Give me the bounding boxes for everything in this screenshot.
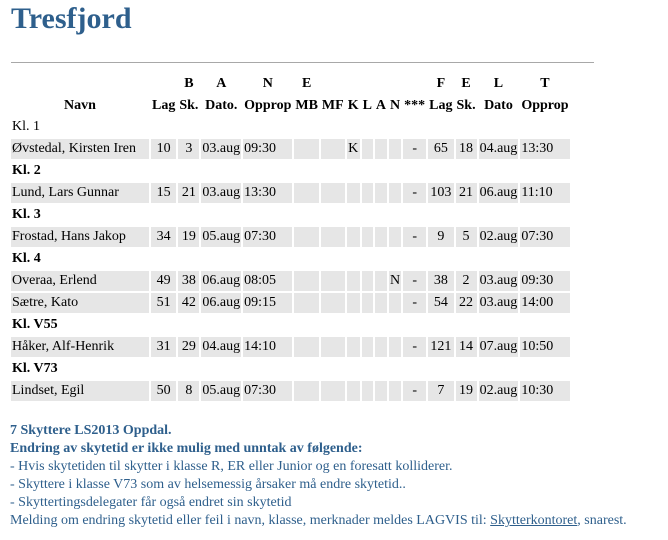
remark-cell: - xyxy=(403,381,426,401)
felt-letter: T xyxy=(540,76,550,91)
column-header: Dato xyxy=(484,98,513,113)
felt-letter: E xyxy=(461,76,471,91)
column-header: Opprop xyxy=(521,98,569,113)
felt-lag-cell: 38 xyxy=(428,271,453,291)
felt-dato-cell: 06.aug xyxy=(479,183,519,203)
results-table xyxy=(9,71,572,403)
n-cell xyxy=(389,139,401,159)
k-cell xyxy=(347,293,360,313)
l-cell xyxy=(362,337,373,357)
column-header: MB xyxy=(295,98,318,113)
remark-cell: - xyxy=(403,183,426,203)
table-row xyxy=(11,227,570,247)
title-divider xyxy=(11,62,594,63)
felt-sk-cell: 21 xyxy=(456,183,477,203)
felt-sk-cell: 2 xyxy=(456,271,477,291)
felt-opprop-cell: 11:10 xyxy=(520,183,569,203)
lag-cell: 50 xyxy=(151,381,176,401)
n-cell xyxy=(389,183,401,203)
sk-cell: 3 xyxy=(178,139,199,159)
felt-lag-cell: 7 xyxy=(428,381,453,401)
l-cell xyxy=(362,293,373,313)
a-cell xyxy=(375,183,387,203)
felt-lag-cell: 121 xyxy=(428,337,453,357)
name-cell: Lindset, Egil xyxy=(11,381,149,401)
column-header: A xyxy=(375,98,387,113)
report-suffix: , snarest. xyxy=(577,513,627,528)
felt-opprop-cell: 10:50 xyxy=(520,337,569,357)
felt-sk-cell: 19 xyxy=(456,381,477,401)
l-cell xyxy=(362,183,373,203)
table-row xyxy=(11,337,570,357)
lag-cell: 49 xyxy=(151,271,176,291)
opprop-cell: 07:30 xyxy=(243,381,292,401)
column-header: N xyxy=(390,98,401,113)
felt-opprop-cell: 13:30 xyxy=(520,139,569,159)
mb-cell xyxy=(294,271,319,291)
felt-sk-cell: 18 xyxy=(456,139,477,159)
mf-cell xyxy=(321,337,345,357)
felt-opprop-cell: 09:30 xyxy=(520,271,569,291)
n-cell: N xyxy=(389,271,401,291)
felt-opprop-cell: 10:30 xyxy=(520,381,569,401)
column-header: L xyxy=(362,98,372,113)
bane-letter: A xyxy=(216,76,227,91)
felt-lag-cell: 54 xyxy=(428,293,453,313)
mb-cell xyxy=(294,293,319,313)
a-cell xyxy=(375,381,387,401)
lag-cell: 34 xyxy=(151,227,176,247)
opprop-cell: 09:15 xyxy=(243,293,292,313)
column-header: *** xyxy=(404,98,426,113)
sk-cell: 8 xyxy=(178,381,199,401)
report-line xyxy=(10,512,665,530)
felt-lag-cell: 65 xyxy=(428,139,453,159)
remark-cell: - xyxy=(403,139,426,159)
k-cell xyxy=(347,227,360,247)
felt-lag-cell: 103 xyxy=(428,183,453,203)
table-header-top xyxy=(11,73,570,93)
l-cell xyxy=(362,381,373,401)
sk-cell: 29 xyxy=(178,337,199,357)
results-body xyxy=(11,117,570,401)
felt-sk-cell: 5 xyxy=(456,227,477,247)
column-header: Lag xyxy=(152,98,176,113)
l-cell xyxy=(362,139,373,159)
n-cell xyxy=(389,337,401,357)
page-title: Tresfjord xyxy=(11,2,132,35)
table-row xyxy=(11,139,570,159)
mb-cell xyxy=(294,227,319,247)
a-cell xyxy=(375,271,387,291)
a-cell xyxy=(375,227,387,247)
class-heading-row xyxy=(11,359,570,379)
felt-dato-cell: 07.aug xyxy=(479,337,519,357)
a-cell xyxy=(375,293,387,313)
name-cell: Øvstedal, Kirsten Iren xyxy=(11,139,149,159)
info-section xyxy=(10,422,665,530)
class-label: Kl. 3 xyxy=(12,207,41,222)
l-cell xyxy=(362,271,373,291)
mf-cell xyxy=(321,293,345,313)
column-header: K xyxy=(347,98,359,113)
bane-letter: N xyxy=(262,76,273,91)
dato-cell: 05.aug xyxy=(201,227,241,247)
felt-dato-cell: 03.aug xyxy=(479,293,519,313)
k-cell xyxy=(347,381,360,401)
k-cell xyxy=(347,337,360,357)
felt-dato-cell: 03.aug xyxy=(479,271,519,291)
dato-cell: 06.aug xyxy=(201,271,241,291)
name-cell: Lund, Lars Gunnar xyxy=(11,183,149,203)
lag-cell: 31 xyxy=(151,337,176,357)
sk-cell: 42 xyxy=(178,293,199,313)
opprop-cell: 14:10 xyxy=(243,337,292,357)
table-row xyxy=(11,183,570,203)
k-cell: K xyxy=(347,139,360,159)
felt-sk-cell: 22 xyxy=(456,293,477,313)
change-heading: Endring av skytetid er ikke mulig med unntak av følgende: xyxy=(10,441,363,456)
column-header: Opprop xyxy=(244,98,292,113)
opprop-cell: 09:30 xyxy=(243,139,292,159)
felt-opprop-cell: 14:00 xyxy=(520,293,569,313)
dato-cell: 03.aug xyxy=(201,139,241,159)
column-header: Sk. xyxy=(456,98,476,113)
dato-cell: 03.aug xyxy=(201,183,241,203)
felt-dato-cell: 02.aug xyxy=(479,227,519,247)
a-cell xyxy=(375,337,387,357)
sk-cell: 38 xyxy=(178,271,199,291)
column-header: Dato. xyxy=(205,98,238,113)
k-cell xyxy=(347,271,360,291)
class-heading-row xyxy=(11,249,570,269)
felt-opprop-cell: 07:30 xyxy=(520,227,569,247)
column-header: Sk. xyxy=(179,98,199,113)
mf-cell xyxy=(321,183,345,203)
name-cell: Håker, Alf-Henrik xyxy=(11,337,149,357)
opprop-cell: 08:05 xyxy=(243,271,292,291)
opprop-cell: 13:30 xyxy=(243,183,292,203)
info-bullet: - Skyttertingsdelegater får også endret sin skytetid xyxy=(10,495,292,510)
bane-letter: B xyxy=(184,76,194,91)
column-header: Lag xyxy=(429,98,453,113)
mb-cell xyxy=(294,337,319,357)
lag-cell: 10 xyxy=(151,139,176,159)
table-header xyxy=(11,95,570,115)
class-label: Kl. 1 xyxy=(12,119,40,134)
felt-letter: L xyxy=(493,76,504,91)
dato-cell: 06.aug xyxy=(201,293,241,313)
report-prefix: Melding om endring skytetid eller feil i navn, klasse, merknader meldes LAGVIS til: xyxy=(10,513,491,528)
mf-cell xyxy=(321,381,345,401)
mf-cell xyxy=(321,227,345,247)
mb-cell xyxy=(294,183,319,203)
name-cell: Overaa, Erlend xyxy=(11,271,149,291)
felt-lag-cell: 9 xyxy=(428,227,453,247)
remark-cell: - xyxy=(403,227,426,247)
a-cell xyxy=(375,139,387,159)
k-cell xyxy=(347,183,360,203)
skytterkontoret-link[interactable]: Skytterkontoret xyxy=(490,513,578,528)
sk-cell: 21 xyxy=(178,183,199,203)
class-heading-row xyxy=(11,315,570,335)
column-header: Navn xyxy=(64,98,96,113)
mb-cell xyxy=(294,139,319,159)
n-cell xyxy=(389,293,401,313)
column-header: MF xyxy=(321,98,344,113)
mb-cell xyxy=(294,381,319,401)
class-heading-row xyxy=(11,161,570,181)
n-cell xyxy=(389,381,401,401)
felt-dato-cell: 04.aug xyxy=(479,139,519,159)
mf-cell xyxy=(321,271,345,291)
l-cell xyxy=(362,227,373,247)
name-cell: Sætre, Kato xyxy=(11,293,149,313)
table-row xyxy=(11,381,570,401)
class-heading-row xyxy=(11,205,570,225)
opprop-cell: 07:30 xyxy=(243,227,292,247)
shooter-count: 7 Skyttere LS2013 Oppdal. xyxy=(10,423,172,438)
info-bullet: - Hvis skytetiden til skytter i klasse R, ER eller Junior og en foresatt kolliderer. xyxy=(10,459,453,474)
class-label: Kl. 4 xyxy=(12,251,41,266)
table-row xyxy=(11,271,570,291)
lag-cell: 51 xyxy=(151,293,176,313)
dato-cell: 05.aug xyxy=(201,381,241,401)
class-heading-row xyxy=(11,117,570,137)
dato-cell: 04.aug xyxy=(201,337,241,357)
felt-dato-cell: 02.aug xyxy=(479,381,519,401)
felt-sk-cell: 14 xyxy=(456,337,477,357)
class-label: Kl. V55 xyxy=(12,317,58,332)
class-label: Kl. 2 xyxy=(12,163,41,178)
remark-cell: - xyxy=(403,293,426,313)
remark-cell: - xyxy=(403,337,426,357)
felt-letter: F xyxy=(436,76,446,91)
info-bullet: - Skyttere i klasse V73 som av helsemessig årsaker må endre skytetid.. xyxy=(10,477,406,492)
class-label: Kl. V73 xyxy=(12,361,58,376)
bane-letter: E xyxy=(301,76,312,91)
name-cell: Frostad, Hans Jakop xyxy=(11,227,149,247)
n-cell xyxy=(389,227,401,247)
remark-cell: - xyxy=(403,271,426,291)
table-row xyxy=(11,293,570,313)
sk-cell: 19 xyxy=(178,227,199,247)
mf-cell xyxy=(321,139,345,159)
lag-cell: 15 xyxy=(151,183,176,203)
